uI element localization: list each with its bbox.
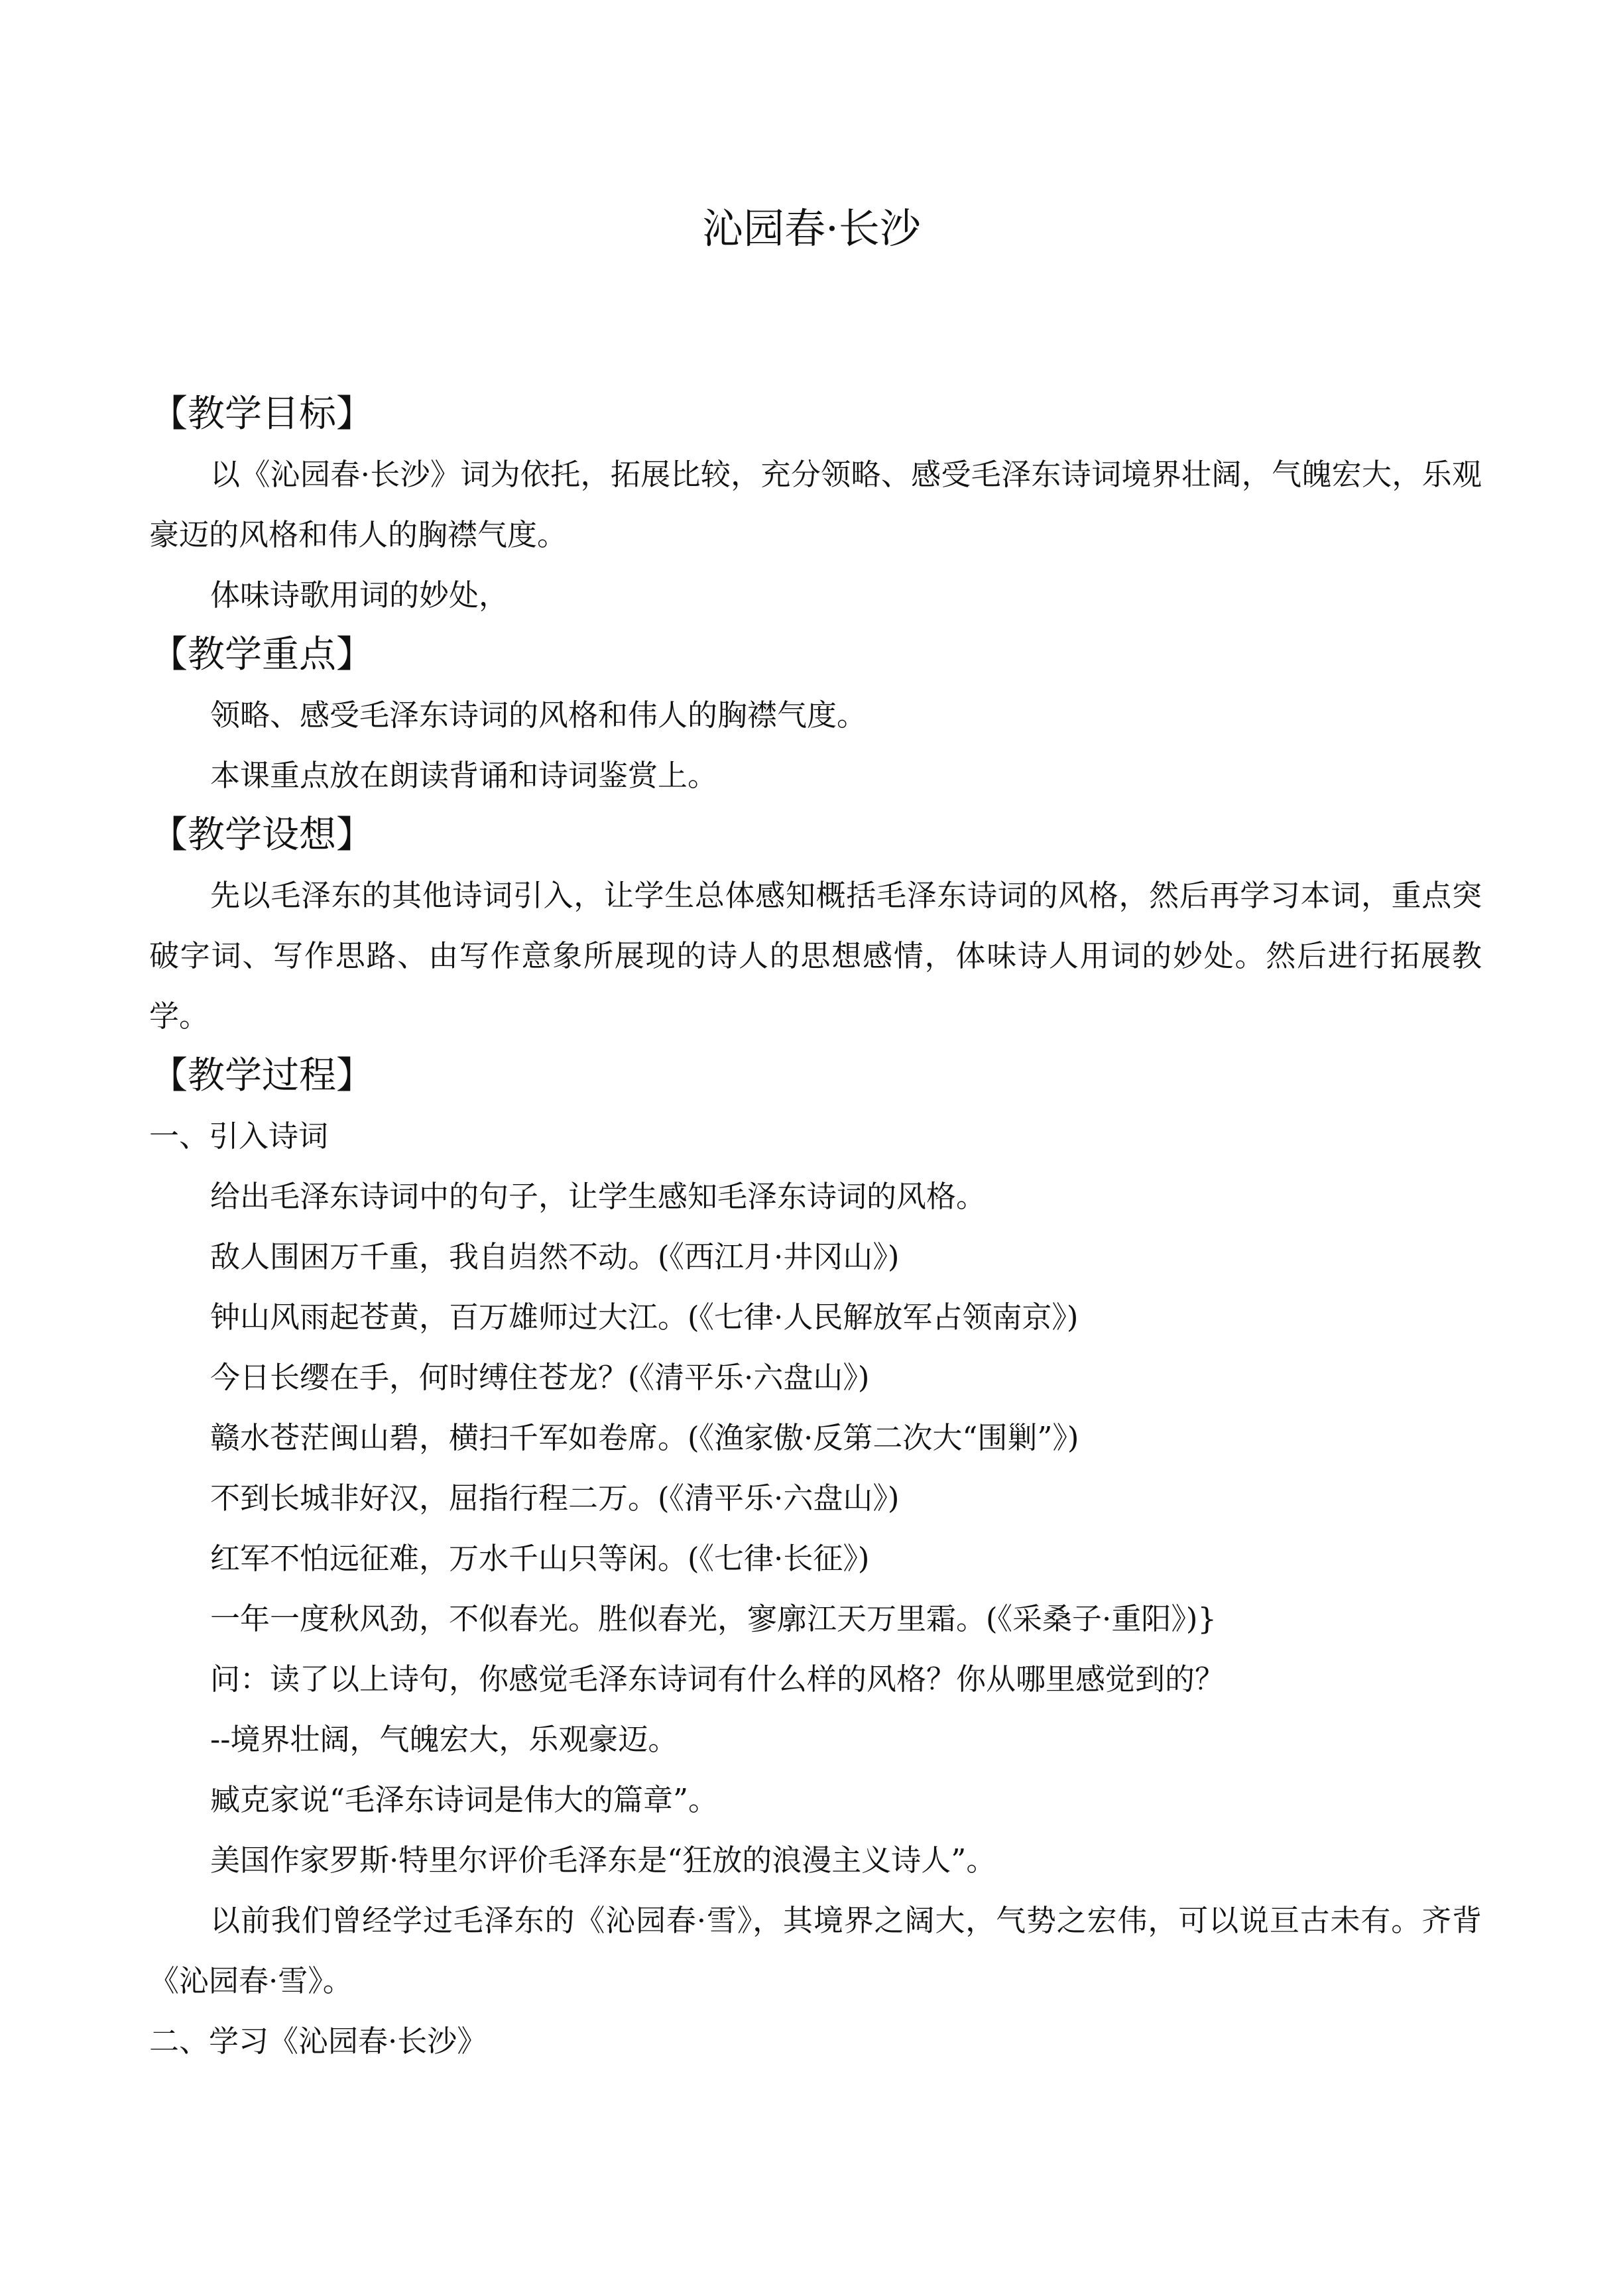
goals-paragraph-1: 以《沁园春·长沙》词为依托，拓展比较，充分领略、感受毛泽东诗词境界壮阔，气魄宏大，乐观豪迈的风格和伟人的胸襟气度。 <box>149 457 1482 552</box>
heading-teaching-process: 【教学过程】 <box>150 1054 373 1097</box>
poem-quote-line: 不到长城非好汉，屈指行程二万。(《清平乐·六盘山》) <box>210 1480 900 1516</box>
design-paragraph: 先以毛泽东的其他诗词引入，让学生总体感知概括毛泽东诗词的风格，然后再学习本词，重点突破字词、写作思路、由写作意象所展现的诗人的思想感情，体味诗人用词的妙处。然后进行拓展教学。 <box>149 878 1482 1034</box>
goals-paragraph-2: 体味诗歌用词的妙处， <box>210 577 509 613</box>
section-intro-poems: 一、引入诗词 <box>149 1118 329 1154</box>
poem-quote-line: 钟山风雨起苍黄，百万雄师过大江。(《七律·人民解放军占领南京》) <box>210 1299 1079 1335</box>
poem-quote-line: 一年一度秋风劲，不似春光。胜似春光，寥廓江天万里霜。(《采桑子·重阳》)} <box>210 1601 1217 1636</box>
answer-line: --境界壮阔，气魄宏大，乐观豪迈。 <box>210 1722 678 1757</box>
poem-quote-line: 赣水苍茫闽山碧，横扫千军如卷席。(《渔家傲·反第二次大“围剿”》) <box>210 1420 1079 1455</box>
heading-key-points: 【教学重点】 <box>150 633 373 676</box>
heading-teaching-design: 【教学设想】 <box>150 814 373 857</box>
comment-line: 臧克家说“毛泽东诗词是伟大的篇章”。 <box>210 1782 719 1817</box>
comment-line: 美国作家罗斯·特里尔评价毛泽东是“狂放的浪漫主义诗人”。 <box>210 1843 996 1878</box>
document-title: 沁园春·长沙 <box>702 204 921 253</box>
heading-teaching-goals: 【教学目标】 <box>150 393 373 436</box>
poem-quote-line: 红军不怕远征难，万水千山只等闲。(《七律·长征》) <box>210 1541 870 1576</box>
key-points-line-2: 本课重点放在朗读背诵和诗词鉴赏上。 <box>210 758 718 793</box>
key-points-line-1: 领略、感受毛泽东诗词的风格和伟人的胸襟气度。 <box>210 697 867 733</box>
review-paragraph: 以前我们曾经学过毛泽东的《沁园春·雪》，其境界之阔大，气势之宏伟，可以说亘古未有。齐背《沁园春·雪》。 <box>149 1903 1482 1998</box>
question-line: 问：读了以上诗句，你感觉毛泽东诗词有什么样的风格？你从哪里感觉到的？ <box>210 1662 1225 1697</box>
section-study-poem: 二、学习《沁园春·长沙》 <box>149 2024 487 2059</box>
poem-quote-line: 敌人围困万千重，我自岿然不动。(《西江月·井冈山》) <box>210 1239 900 1274</box>
document-body <box>149 385 1482 2071</box>
process-line: 给出毛泽东诗词中的句子，让学生感知毛泽东诗词的风格。 <box>210 1179 987 1214</box>
poem-quote-line: 今日长缨在手，何时缚住苍龙？(《清平乐·六盘山》) <box>210 1360 870 1395</box>
